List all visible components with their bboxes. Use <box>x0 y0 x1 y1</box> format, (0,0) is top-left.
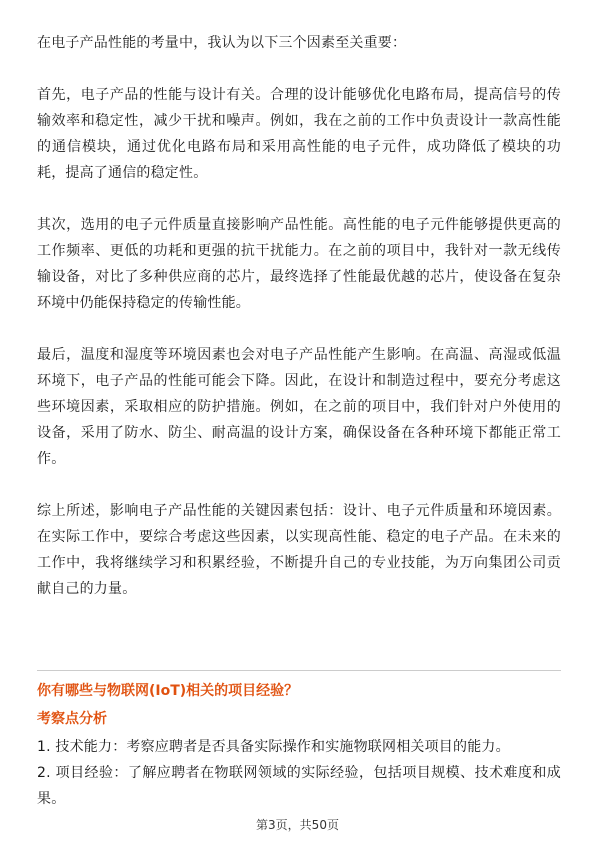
paragraph-components: 其次，选用的电子元件质量直接影响产品性能。高性能的电子元件能够提供更高的工作频率、更低的功耗和更强的抗干扰能力。在之前的项目中，我针对一款无线传输设备，对比了多种供应商的芯片，最终选择了性能最优越的芯片，使设备在复杂环境中仍能保持稳定的传输性能。 <box>37 217 561 311</box>
paragraph-summary: 综上所述，影响电子产品性能的关键因素包括：设计、电子元件质量和环境因素。在实际工作中，要综合考虑这些因素，以实现高性能、稳定的电子产品。在未来的工作中，我将继续学习和积累经验，不断提升自己的专业技能，为万向集团公司贡献自己的力量。 <box>37 503 561 597</box>
intro-paragraph: 在电子产品性能的考量中，我认为以下三个因素至关重要： <box>37 35 407 51</box>
analysis-item: 2. 项目经验：了解应聘者在物联网领域的实际经验，包括项目规模、技术难度和成果。 <box>37 765 561 807</box>
section-divider <box>37 670 561 671</box>
analysis-list <box>37 734 561 812</box>
paragraph-environment: 最后，温度和湿度等环境因素也会对电子产品性能产生影响。在高温、高湿或低温环境下，电子产品的性能可能会下降。因此，在设计和制造过程中，要充分考虑这些环境因素，采取相应的防护措施。例如，在之前的项目中，我们针对户外使用的设备，采用了防水、防尘、耐高温的设计方案，确保设备在各种环境下都能正常工作。 <box>37 347 561 467</box>
answer-body <box>37 30 561 602</box>
analysis-item: 1. 技术能力：考察应聘者是否具备实际操作和实施物联网相关项目的能力。 <box>37 739 510 755</box>
paragraph-design: 首先，电子产品的性能与设计有关。合理的设计能够优化电路布局，提高信号的传输效率和稳定性，减少干扰和噪声。例如，我在之前的工作中负责设计一款高性能的通信模块，通过优化电路布局和采用高性能的电子元件，成功降低了模块的功耗，提高了通信的稳定性。 <box>37 87 561 181</box>
analysis-heading: 考察点分析 <box>37 711 107 727</box>
page-number: 第3页，共50页 <box>256 818 339 832</box>
question-heading: 你有哪些与物联网(IoT)相关的项目经验？ <box>37 683 299 699</box>
